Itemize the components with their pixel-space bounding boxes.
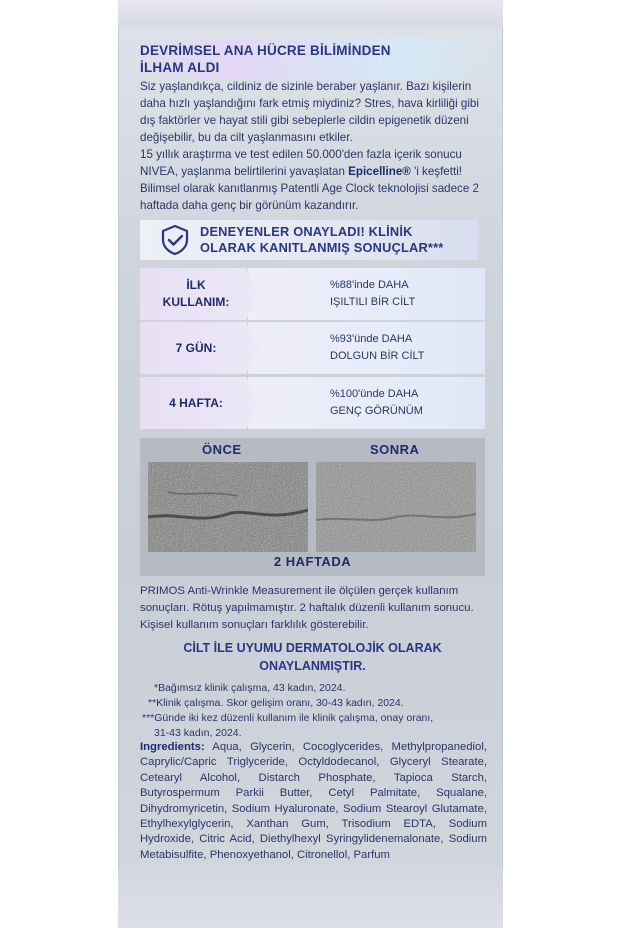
result-value: %88'inde DAHA IŞILTILI BİR CİLT (330, 279, 416, 308)
after-label: SONRA (370, 442, 420, 457)
banner-line-2: OLARAK KANITLANMIŞ SONUÇLAR*** (200, 240, 444, 255)
result-label: 7 GÜN: (175, 340, 217, 355)
ingredients-list (140, 740, 487, 863)
check-shield-icon (160, 224, 190, 256)
ingredients-label: Ingredients: (140, 741, 205, 753)
result-value: %93'ünde DAHA DOLGUN BİR CİLT (330, 333, 425, 362)
derm-line-2: ONAYLANMIŞTIR. (259, 659, 366, 673)
claim-banner (140, 220, 478, 260)
banner-text (200, 224, 470, 256)
before-skin-image (148, 462, 308, 552)
dermatology-claim (140, 639, 485, 675)
footnote-1: *Bağımsız klinik çalışma, 43 kadın, 2024. (154, 682, 346, 694)
research-text-before: 15 yıllık araştırma ve test edilen 50.000'den fazla içerik sonucu NIVEA, yaşlanma belirtilerini yavaşlatan (140, 148, 462, 178)
before-after-panel (140, 438, 485, 576)
box-bottom-fold (118, 868, 503, 928)
ingredients-text: Aqua, Glycerin, Cocoglycerides, Methylpropanediol, Caprylic/Capric Triglyceride, Octyldodecanol, Glyceryl Stearate, Cetearyl Alcohol, Distarch Phosphate, Tapioca Starch, Butyrospermum Parkii Butter, Cetyl Palmitate, Squalane, Dihydromyricetin, Sodium Hyaluronate, Sodium Stearoyl Glutamate, Ethylhexylglycerin, Xanthan Gum, Trisodium EDTA, Sodium Hydroxide, Citric Acid, Diethylhexyl Syringylidenemalonate, Sodium Metabisulfite, Phenoxyethanol, Citronellol, Parfum (140, 741, 487, 861)
derm-line-1: CİLT İLE UYUMU DERMATOLOJİK OLARAK (183, 641, 442, 655)
footnote-2: **Klinik çalışma. Skor gelişim oranı, 30-43 kadın, 2024. (148, 697, 404, 709)
disclaimer-text: PRIMOS Anti-Wrinkle Measurement ile ölçülen gerçek kullanım sonuçları. Rötuş yapılmamıştır. 2 haftalık düzenli kullanım sonucu. Kişisel kullanım sonuçları farklılık gösterebilir. (140, 585, 474, 631)
epicelline-brand: Epicelline® (348, 165, 411, 178)
result-label: İLK KULLANIM: (162, 278, 230, 309)
result-label: 4 HAFTA: (169, 395, 223, 410)
result-row-4-weeks (140, 377, 485, 429)
title-line-1: DEVRİMSEL ANA HÜCRE BİLİMİNDEN (140, 43, 391, 58)
intro-paragraph: Siz yaşlandıkça, cildiniz de sizinle beraber yaşlanır. Bazı kişilerin daha hızlı yaşlandığını fark etmiş miydiniz? Stres, hava kirliliği gibi dış faktörler ve hayat stili gibi sebeplerle cildin epigenetik düzeni değişebilir, bu da cilt yaşlanmasını etkiler. (140, 80, 479, 144)
research-paragraph (140, 146, 485, 214)
before-label: ÖNCE (202, 442, 242, 457)
before-after-caption: 2 HAFTADA (273, 554, 352, 569)
result-row-first-use (140, 268, 485, 320)
result-value: %100'ünde DAHA GENÇ GÖRÜNÜM (330, 388, 423, 417)
research-text-after: 'i keşfetti! Bilimsel olarak kanıtlanmış Patentli Age Clock teknolojisi sadece 2 haftada daha genç bir görünüm kazandırır. (140, 165, 479, 212)
box-top-fold (118, 0, 503, 28)
footnote-3: ***Günde iki kez düzenli kullanım ile klinik çalışma, onay oranı, 31-43 kadın, 2024. (142, 712, 434, 739)
result-row-7-days (140, 322, 485, 374)
after-skin-image (316, 462, 476, 552)
title-line-2: İLHAM ALDI (140, 60, 220, 75)
product-box-panel (118, 0, 503, 928)
page-title (134, 38, 501, 80)
banner-line-1: DENEYENLER ONAYLADI! KLİNİK (200, 224, 413, 239)
